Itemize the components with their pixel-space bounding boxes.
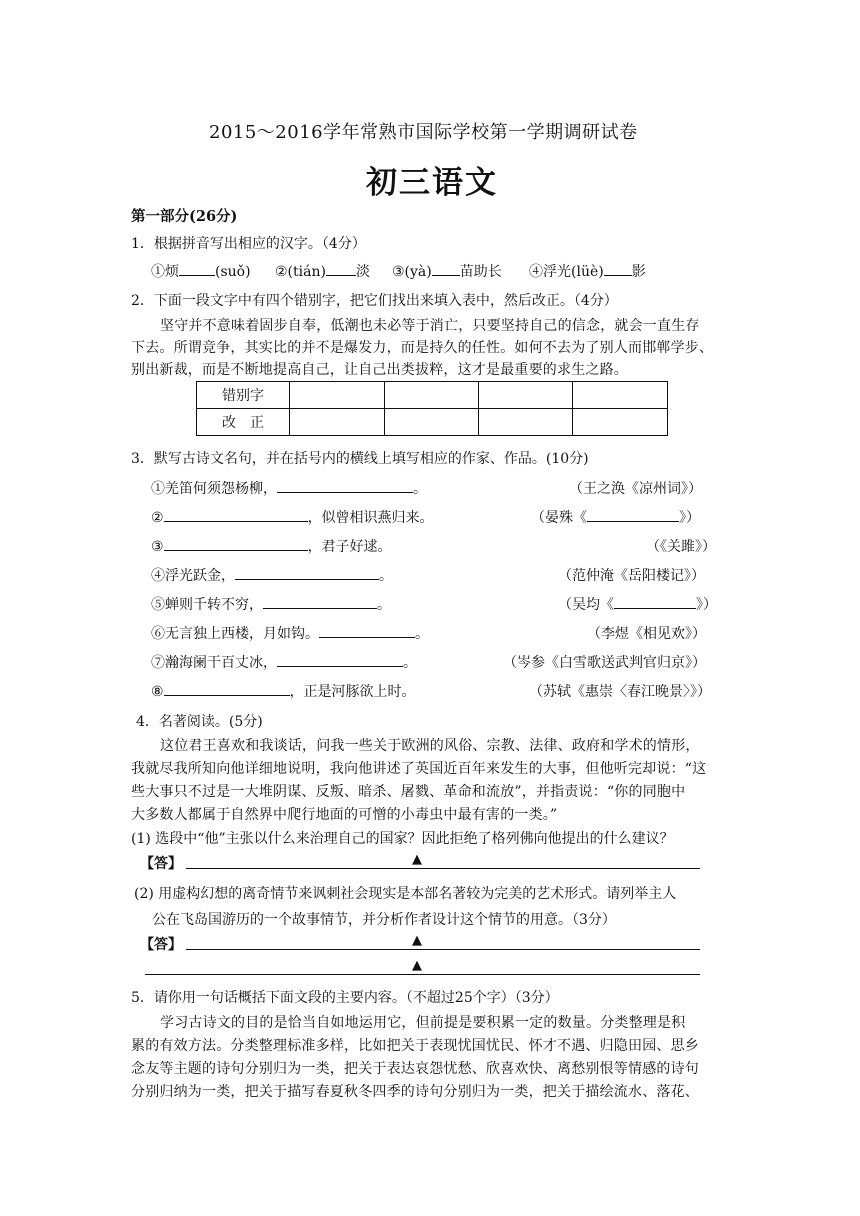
q1-blank-1[interactable] [179, 261, 215, 276]
table-label-correct: 改 正 [197, 409, 290, 436]
q3-line-4-end: 。 [379, 568, 393, 584]
q3-source-2 [531, 507, 700, 527]
q1-blank-2[interactable] [326, 261, 356, 276]
q1-item-3 [392, 261, 502, 281]
q3-line-8-end: ，正是河豚欲上时。 [289, 684, 416, 700]
q3-blank-7[interactable] [277, 652, 403, 667]
q3-line-5-end: 。 [377, 597, 391, 613]
table-cell[interactable] [290, 409, 385, 436]
q1-item-1-pre: ①烦 [151, 264, 179, 280]
q4-marker-3: ▲ [412, 958, 422, 973]
q3-line-6-end: 。 [415, 626, 429, 642]
q4-passage-line-2: 我就尽我所知向他详细地说明，我向他讲述了英国近百年来发生的大事，但他听完却说：“这 [131, 761, 707, 777]
q5-passage-line-2: 累的有效方法。分类整理标准多样，比如把关于表现忧国忧民、怀才不遇、归隐田园、思乡 [131, 1038, 699, 1054]
q1-item-2 [275, 261, 370, 281]
q3-source-5-a: （吴均《 [558, 597, 614, 613]
q4-sub2-line-1: (2) 用虚构幻想的离奇情节来讽刺社会现实是本部名著较为完美的艺术形式。请列举主人 [134, 886, 677, 902]
q3-blank-2[interactable] [164, 507, 308, 522]
q5-passage-line-3: 念友等主题的诗句分别归为一类，把关于表达哀怨忧愁、欣喜欢快、离愁别恨等情感的诗句 [131, 1061, 699, 1077]
q3-line-4-text: ④浮光跃金， [151, 568, 235, 584]
q3-line-5-text: ⑤蝉则千转不穷， [151, 597, 263, 613]
q3-blank-1[interactable] [277, 478, 413, 493]
table-cell[interactable] [573, 382, 668, 409]
q4-answer-label-2: 【答】 [140, 937, 182, 953]
q3-source-5-b: 》） [696, 597, 717, 613]
q3-line-2-end: ，似曾相识燕归来。 [307, 510, 434, 526]
q3-line-5 [151, 594, 391, 614]
q3-blank-5[interactable] [263, 594, 377, 609]
q3-source-2-b: 》） [679, 510, 700, 526]
q3-blank-4[interactable] [235, 565, 379, 580]
q4-answer-line-1[interactable] [186, 868, 700, 869]
q3-line-4 [151, 565, 393, 585]
q4-passage-line-3: 些大事只不过是一大堆阴谋、反叛、暗杀、屠戮、革命和流放”，并指责说：“你的同胞中 [131, 784, 686, 800]
q3-source-7: （岑参《白雪歌送武判官归京》） [503, 655, 706, 671]
table-cell[interactable] [479, 409, 573, 436]
table-cell[interactable] [385, 382, 479, 409]
q3-line-7-text: ⑦瀚海阑干百丈冰， [151, 655, 277, 671]
q3-source-6: （李煜《相见欢》） [587, 626, 706, 642]
q3-line-3 [151, 536, 392, 556]
q3-source-blank-2[interactable] [587, 507, 679, 522]
table-cell[interactable] [385, 409, 479, 436]
q1-item-1 [151, 261, 251, 281]
q3-line-7 [151, 652, 417, 672]
q3-source-blank-5[interactable] [614, 594, 696, 609]
q1-blank-4[interactable] [604, 261, 632, 276]
q3-line-1-text: ①羌笛何须怨杨柳， [151, 481, 277, 497]
q1-item-4-pre: ④浮光(lüè) [529, 264, 604, 280]
table-cell[interactable] [290, 382, 385, 409]
q3-line-7-end: 。 [403, 655, 417, 671]
q3-source-8: （苏轼《惠崇〈春江晚景〉》） [529, 684, 711, 700]
q3-line-2-text: ② [151, 510, 164, 526]
q4-stem: 4．名著阅读。(5分) [136, 714, 263, 730]
q1-blank-3[interactable] [432, 261, 460, 276]
q4-marker-2: ▲ [412, 933, 422, 948]
q3-line-2 [151, 507, 434, 527]
q3-line-6-text: ⑥无言独上西楼，月如钩。 [151, 626, 319, 642]
q4-passage-line-4: 大多数人都属于自然界中爬行地面的可憎的小毒虫中最有害的一类。” [131, 807, 558, 823]
table-cell[interactable] [479, 382, 573, 409]
q3-line-8 [151, 681, 416, 701]
q3-source-1: （王之涣《凉州词》） [569, 481, 702, 497]
q5-stem: 5．请你用一句话概括下面文段的主要内容。（不超过25个字）（3分） [131, 990, 559, 1006]
q1-item-3-post: 苗助长 [459, 264, 502, 280]
table-label-wrong: 错别字 [197, 382, 290, 409]
q3-blank-8[interactable] [164, 681, 290, 696]
q4-answer-label-1: 【答】 [140, 856, 182, 872]
subject-title: 初三语文 [366, 165, 498, 201]
q3-line-3-end: ，君子好逑。 [307, 539, 392, 555]
q1-item-2-post: 淡 [355, 264, 370, 280]
q2-passage-line-2: 下去。所谓竞争，其实比的并不是爆发力，而是持久的任性。如何不去为了别人而邯郸学步、 [131, 340, 714, 356]
q5-passage-line-1: 学习古诗文的目的是恰当自如地运用它，但前提是要积累一定的数量。分类整理是积 [160, 1015, 686, 1031]
q3-line-1-end: 。 [413, 481, 427, 497]
q1-item-2-pre: ②(tián) [275, 264, 326, 280]
q2-stem: 2．下面一段文字中有四个错别字，把它们找出来填入表中，然后改正。（4分） [131, 293, 618, 309]
q4-answer-line-2[interactable] [186, 949, 700, 950]
q1-item-1-post: (suǒ) [215, 264, 251, 280]
q3-source-2-a: （晏殊《 [531, 510, 587, 526]
q3-source-5 [558, 594, 717, 614]
q3-line-6 [151, 623, 429, 643]
q1-stem: 1．根据拼音写出相应的汉字。（4分） [131, 236, 366, 252]
q4-passage-line-1: 这位君王喜欢和我谈话，问我一些关于欧洲的风俗、宗教、法律、政府和学术的情形， [160, 738, 700, 754]
correction-table [196, 381, 668, 436]
q4-sub1: (1) 选段中“他”主张以什么来治理自己的国家？因此拒绝了格列佛向他提出的什么建议？ [131, 831, 674, 847]
q3-line-1 [151, 478, 427, 498]
q3-source-3: （《关雎》） [646, 539, 716, 555]
q1-item-4-post: 影 [631, 264, 646, 280]
part-heading: 第一部分(26分) [131, 208, 238, 225]
q3-blank-3[interactable] [164, 536, 308, 551]
q3-blank-6[interactable] [319, 623, 415, 638]
q3-line-8-text: ⑧ [151, 684, 164, 700]
q5-passage-line-4: 分别归纳为一类，把关于描写春夏秋冬四季的诗句分别归为一类，把关于描绘流水、落花、 [131, 1084, 699, 1100]
q2-passage-line-1: 坚守并不意味着固步自奉，低潮也未必等于消亡，只要坚持自己的信念，就会一直生存 [160, 318, 700, 334]
q3-line-3-text: ③ [151, 539, 164, 555]
q3-stem: 3．默写古诗文名句，并在括号内的横线上填写相应的作家、作品。(10分) [131, 451, 589, 467]
table-cell[interactable] [573, 409, 668, 436]
q2-passage-line-3: 别出新裁，而是不断地提高自己，让自己出类拔粹，这才是最重要的求生之路。 [131, 362, 628, 378]
q3-source-4: （范仲淹《岳阳楼记》） [558, 568, 705, 584]
q4-sub2-line-2: 公在飞岛国游历的一个故事情节，并分析作者设计这个情节的用意。（3分） [152, 912, 616, 928]
q1-item-4 [529, 261, 646, 281]
q4-marker-1: ▲ [412, 852, 422, 867]
q1-item-3-pre: ③(yà) [392, 264, 432, 280]
q4-answer-line-3[interactable] [145, 974, 700, 975]
exam-title: 2015～2016学年常熟市国际学校第一学期调研试卷 [209, 122, 638, 143]
